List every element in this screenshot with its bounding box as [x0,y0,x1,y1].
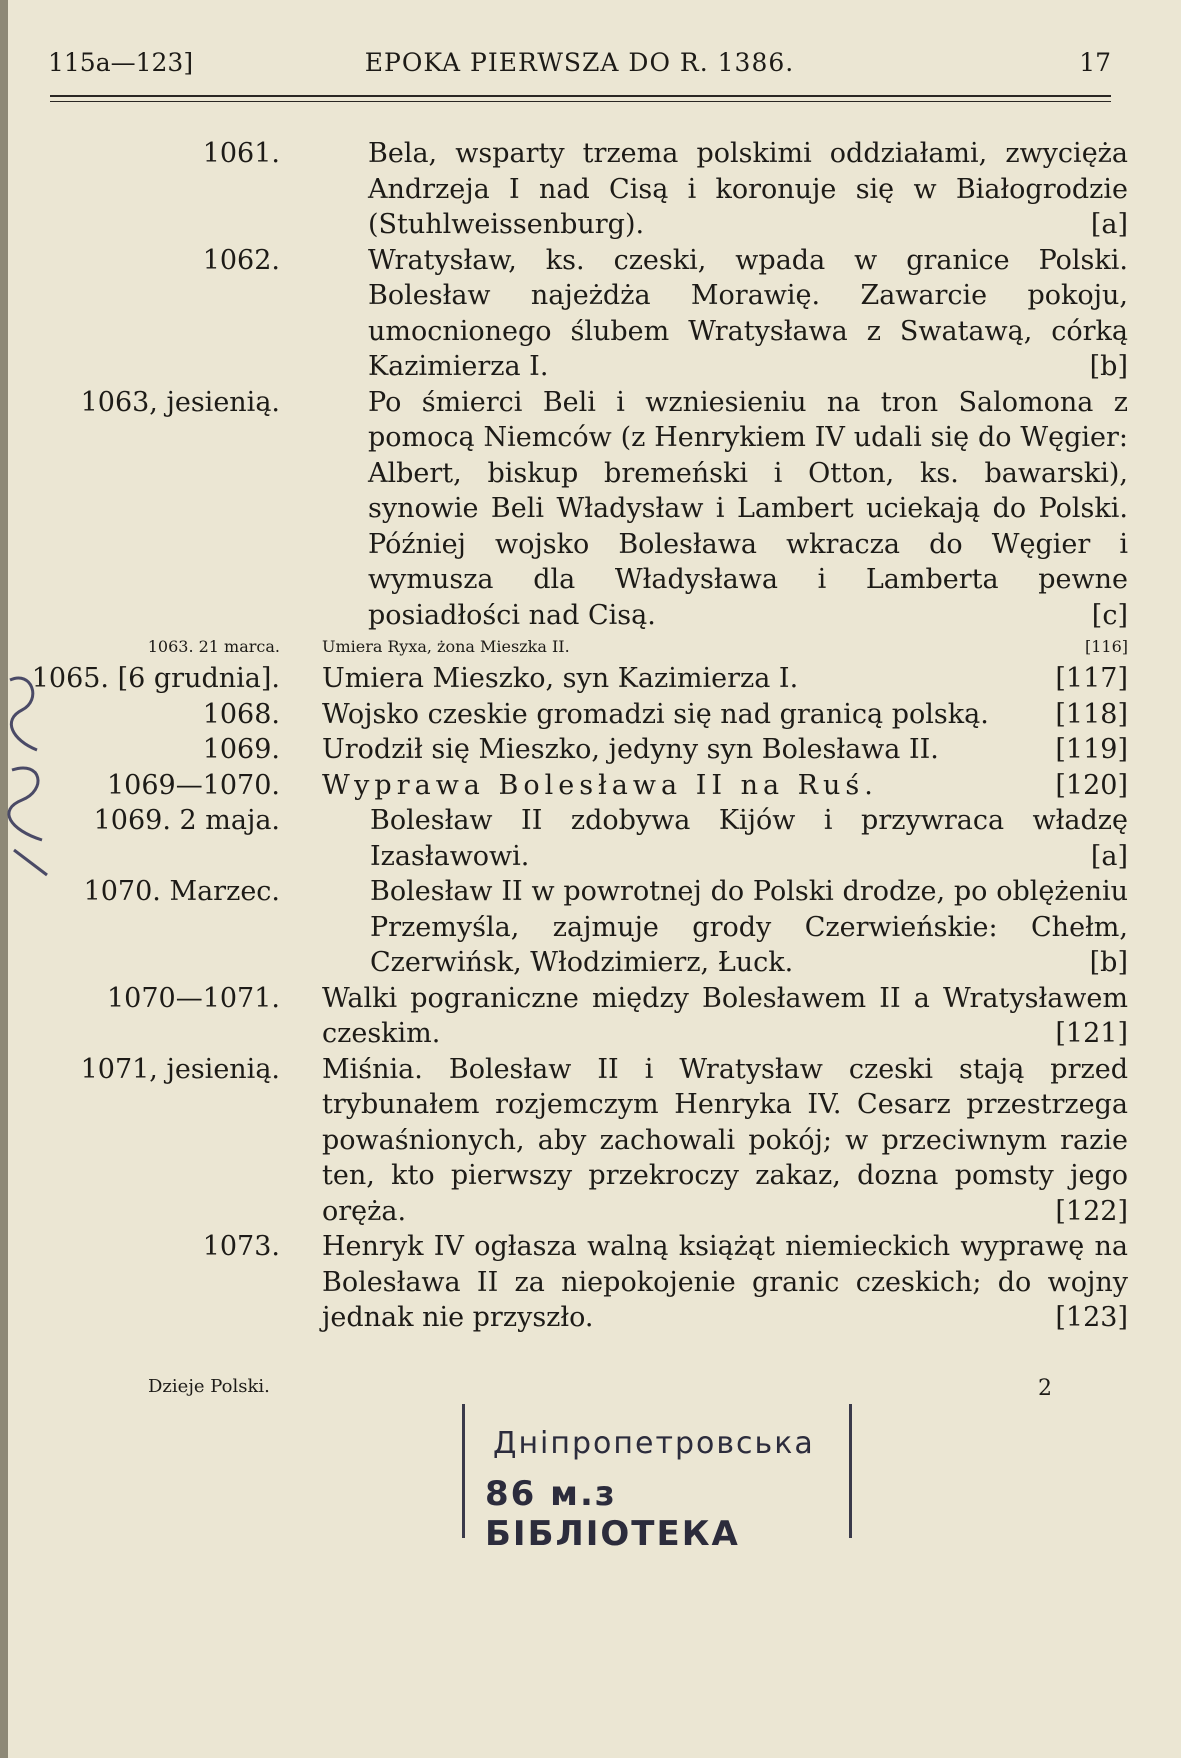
footer-book-title: Dzieje Polski. [148,1376,270,1397]
entry-text: Umiera Ryxa, żona Mieszka II. [116] [322,633,1128,661]
entry-date: 1061. [202,138,280,169]
entry-ref: [a] [1090,840,1128,872]
entry-1070-1071 [0,981,1181,1052]
page-number: 17 [1079,48,1111,77]
entry-ref: [b] [1089,947,1128,978]
entry-text: Bolesław II w powrotnej do Polski drodze, po oblężeniu Przemyśla, zajmuje grody Czerwieńskie: Chełm, Czerwińsk, Włodzimierz, Łuck. [b] [370,874,1128,981]
entry-date: 1069. [202,734,280,765]
header-rule-thin [50,101,1111,102]
entry-date: 1062. [202,244,280,276]
running-header [48,48,1111,88]
stamp-line-2: 86 м.з БІБЛІОТЕКА [485,1474,740,1554]
entry-date: 1070—1071. [106,982,280,1014]
entry-1069-may [0,803,1181,874]
entry-text: Henryk IV ogłasza walną książąt niemieckich wyprawę na Bolesława II za niepokojenie granic czeskich; do wojny jednak nie przyszło. [123] [322,1229,1128,1336]
entry-ref: [a] [1090,209,1128,240]
entry-date: 1069. 2 maja. [93,805,280,836]
entry-date: 1071, jesienią. [80,1053,280,1085]
entry-1073 [0,1229,1181,1336]
header-rule-thick [50,95,1111,97]
entry-date: 1068. [202,698,280,730]
entry-text: Umiera Mieszko, syn Kazimierza I. [117] [322,661,1128,697]
entry-date: 1069—1070. [106,769,280,801]
entry-1063-autumn [0,385,1181,634]
entry-1071-autumn [0,1052,1181,1230]
entry-1068 [0,697,1181,733]
entry-ref: [122] [1055,1195,1128,1227]
entry-ref: [120] [1055,769,1128,801]
entry-1061 [0,136,1181,243]
signature-mark: 2 [1038,1376,1052,1401]
entry-1062 [0,243,1181,385]
entry-text: Bela, wsparty trzema polskimi oddziałami, zwycięża Andrzeja I nad Cisą i koronuje się w Białogrodzie (Stuhlweissenburg). [a] [368,136,1128,243]
entry-text: Walki pograniczne między Bolesławem II a Wratysławem czeskim. [121] [322,981,1128,1052]
entry-date: 1063. 21 marca. [147,637,280,656]
header-title: EPOKA PIERWSZA DO R. 1386. [364,48,795,77]
entry-date: 1063, jesienią. [80,386,280,418]
entry-1069 [0,732,1181,768]
entry-ref: [123] [1055,1302,1128,1333]
entry-1063-march [0,633,1181,661]
entry-ref: [b] [1089,351,1128,382]
entry-text: Miśnia. Bolesław II i Wratysław czeski stają przed trybunałem rozjemczym Henryka IV. Cesarz przestrzega powaśnionych, aby zachowali pokój; w przeciwnym razie ten, kto pierwszy przekroczy zakaz, dozna pomsty jego oręża. [122] [322,1052,1128,1230]
entry-ref: [116] [1084,637,1128,656]
entry-1069-1070 [0,768,1181,804]
header-entry-range: 115a—123] [48,48,194,77]
stamp-line-1: Дніпропетровська [493,1426,815,1461]
entry-ref: [118] [1055,698,1128,730]
entry-date: 1073. [202,1231,280,1262]
entry-text: Wojsko czeskie gromadzi się nad granicą polską. [118] [322,697,1128,733]
entry-text: Wyprawa Bolesława II na Ruś. [120] [322,768,1128,804]
entry-ref: [119] [1055,734,1128,765]
entry-date: 1070. Marzec. [83,876,280,907]
entry-ref: [121] [1055,1018,1128,1049]
handwritten-margin-note [2,660,62,880]
entry-ref: [c] [1091,599,1128,631]
entry-1070-march [0,874,1181,981]
entry-text: Urodził się Mieszko, jedyny syn Bolesława II. [119] [322,732,1128,768]
library-stamp [462,1404,852,1554]
chronology-entries [0,136,1181,1336]
entry-text: Po śmierci Beli i wzniesieniu na tron Salomona z pomocą Niemców (z Henrykiem IV udali się do Węgier: Albert, biskup bremeński i Otton, ks. bawarski), synowie Beli Władysław i Lambert uciekają do Polski. Później wojsko Bolesława wkracza do Węgier i wymusza dla Władysława i Lamberta pewne posiadłości nad Cisą. [c] [368,385,1128,634]
entry-text: Wratysław, ks. czeski, wpada w granice Polski. Bolesław najeżdża Morawię. Zawarcie pokoju, umocnionego ślubem Wratysława z Swatawą, córką Kazimierza I. [b] [368,243,1128,385]
entry-text: Bolesław II zdobywa Kijów i przywraca władzę Izasławowi. [a] [370,803,1128,874]
entry-1065 [0,661,1181,697]
entry-date: 1065. [6 grudnia]. [31,663,280,694]
entry-ref: [117] [1055,663,1128,694]
